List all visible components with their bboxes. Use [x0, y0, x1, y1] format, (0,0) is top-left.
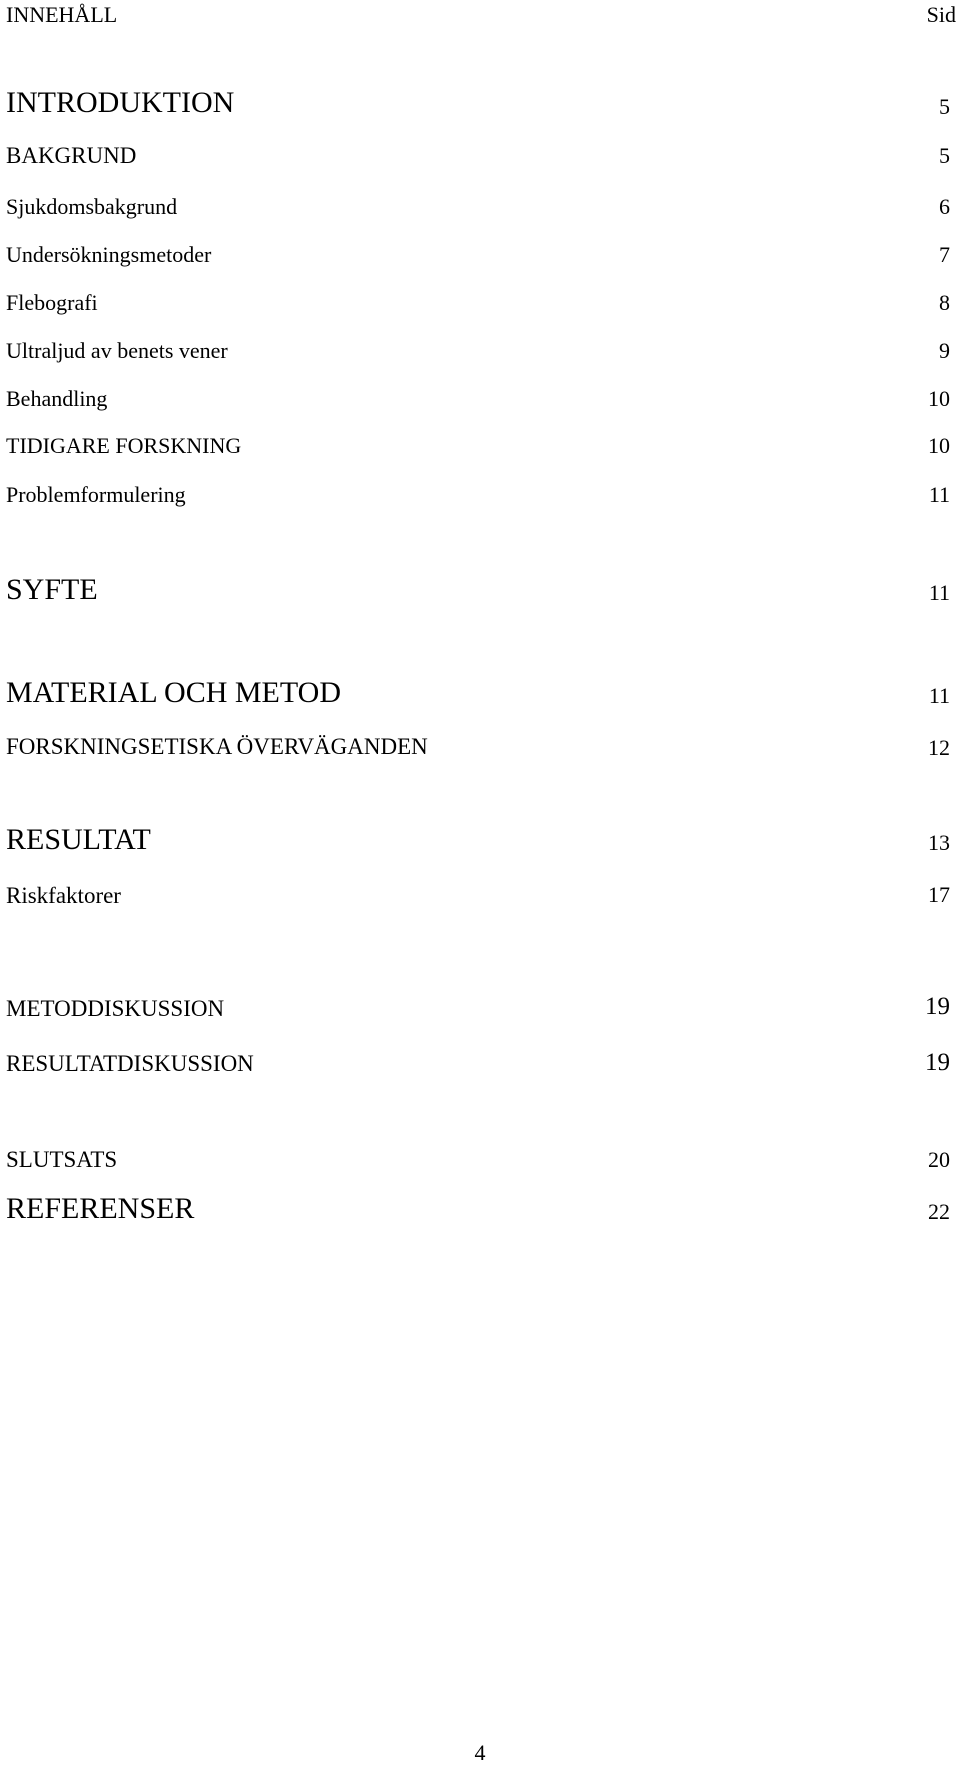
toc-page-metoddiskussion: 19	[925, 993, 950, 1020]
toc-entry-material-och-metod[interactable]: MATERIAL OCH METOD	[6, 676, 341, 709]
toc-entry-behandling[interactable]: Behandling	[6, 386, 108, 411]
toc-entry-slutsats[interactable]: SLUTSATS	[6, 1147, 118, 1172]
toc-page-flebografi: 8	[939, 290, 950, 315]
toc-entry-ultraljud[interactable]: Ultraljud av benets vener	[6, 338, 228, 363]
toc-entry-metoddiskussion[interactable]: METODDISKUSSION	[6, 996, 225, 1021]
toc-entry-flebografi[interactable]: Flebografi	[6, 290, 98, 315]
toc-entry-problemformulering[interactable]: Problemformulering	[6, 482, 186, 507]
toc-page-problemformulering: 11	[928, 482, 950, 507]
toc-entry-resultat[interactable]: RESULTAT	[6, 823, 151, 856]
toc-page-forskningsetiska: 12	[928, 735, 950, 760]
toc-heading: INNEHÅLL	[6, 2, 118, 27]
toc-page-slutsats: 20	[928, 1147, 950, 1172]
toc-entry-tidigare-forskning[interactable]: TIDIGARE FORSKNING	[6, 433, 242, 458]
toc-page-ultraljud: 9	[939, 338, 950, 363]
toc-page-behandling: 10	[928, 386, 950, 411]
toc-entry-sjukdomsbakgrund[interactable]: Sjukdomsbakgrund	[6, 194, 178, 219]
toc-page-resultatdiskussion: 19	[925, 1049, 950, 1076]
toc-entry-undersokningsmetoder[interactable]: Undersökningsmetoder	[6, 242, 212, 267]
toc-page-syfte: 11	[928, 580, 950, 605]
toc-page-sjukdomsbakgrund: 6	[939, 194, 950, 219]
toc-page-riskfaktorer: 17	[928, 882, 950, 907]
toc-entry-riskfaktorer[interactable]: Riskfaktorer	[6, 883, 121, 908]
toc-entry-syfte[interactable]: SYFTE	[6, 573, 98, 606]
page-column-label: Sid	[926, 2, 956, 27]
toc-entry-referenser[interactable]: REFERENSER	[6, 1192, 195, 1225]
page-number: 4	[474, 1740, 486, 1765]
toc-entry-introduktion[interactable]: INTRODUKTION	[6, 86, 235, 119]
toc-page-bakgrund: 5	[939, 143, 950, 168]
toc-page-material-och-metod: 11	[928, 683, 950, 708]
toc-entry-bakgrund[interactable]: BAKGRUND	[6, 143, 137, 168]
toc-page-referenser: 22	[928, 1199, 950, 1224]
toc-page-resultat: 13	[928, 830, 950, 855]
toc-page-introduktion: 5	[939, 94, 950, 119]
toc-entry-resultatdiskussion[interactable]: RESULTATDISKUSSION	[6, 1051, 254, 1076]
toc-page-undersokningsmetoder: 7	[939, 242, 950, 267]
toc-page-tidigare-forskning: 10	[928, 433, 950, 458]
toc-entry-forskningsetiska[interactable]: FORSKNINGSETISKA ÖVERVÄGANDEN	[6, 734, 428, 759]
